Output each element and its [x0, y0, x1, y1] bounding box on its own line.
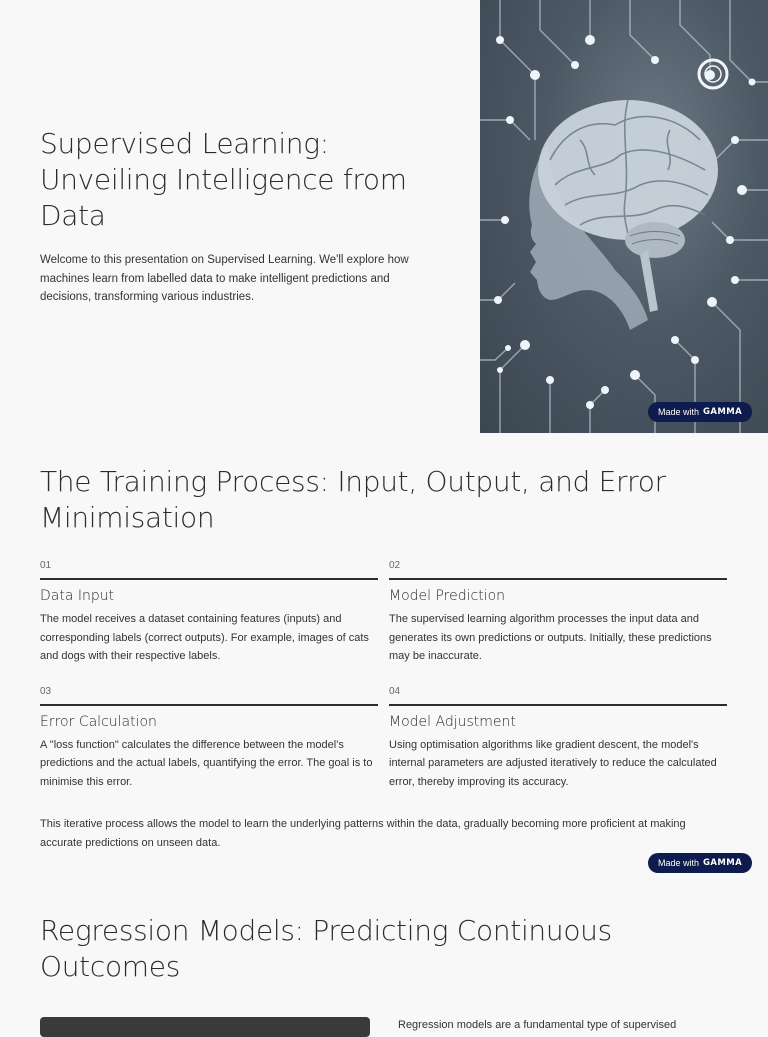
step-item: [389, 686, 727, 792]
slide-intro: [0, 0, 768, 433]
regression-chart-card: [40, 1017, 370, 1037]
step-divider: [40, 704, 378, 706]
step-description: The model receives a dataset containing features (inputs) and corresponding labels (correct outputs). For example, images of cats and dogs with their respective labels.: [40, 613, 369, 662]
gamma-logo: GAMMA: [703, 858, 743, 868]
step-title: Error Calculation: [40, 713, 157, 730]
step-description: A "loss function" calculates the difference between the model's predictions and the actual labels, quantifying the error. The goal is to minimise this error.: [40, 738, 373, 788]
step-item: [40, 686, 378, 792]
slide-intro-text: Welcome to this presentation on Supervised Learning. We'll explore how machines learn from labelled data to make intelligent predictions and decisions, transforming various industries.: [40, 254, 409, 303]
step-divider: [40, 578, 378, 580]
step-number: 04: [389, 685, 401, 697]
slide-title: Regression Models: Predicting Continuous Outcomes: [40, 914, 612, 983]
slide-intro-text: Regression models are a fundamental type of supervised: [398, 1019, 677, 1031]
steps-grid: [40, 560, 727, 791]
step-divider: [389, 704, 727, 706]
slide-training-process: [0, 433, 768, 888]
step-item: [40, 560, 378, 666]
step-title: Data Input: [40, 588, 115, 604]
slide-regression-models: [0, 888, 768, 1031]
made-with-gamma-badge[interactable]: [648, 853, 752, 873]
slide-title: Supervised Learning: Unveiling Intelligence from Data: [40, 127, 407, 232]
badge-prefix: Made with: [658, 858, 700, 868]
step-divider: [389, 578, 727, 580]
gamma-logo: GAMMA: [703, 407, 743, 417]
step-item: [389, 560, 727, 666]
step-description: The supervised learning algorithm processes the input data and generates its own predictions or outputs. Initially, these predictions may be inaccurate.: [389, 613, 712, 662]
step-title: Model Prediction: [389, 588, 506, 604]
step-number: 03: [40, 685, 52, 697]
slide-title: The Training Process: Input, Output, and Error Minimisation: [40, 465, 666, 534]
step-description: Using optimisation algorithms like gradient descent, the model's internal parameters are adjusted iteratively to reduce the calculated error, thereby improving its accuracy.: [389, 738, 717, 788]
step-title: Model Adjustment: [389, 713, 516, 730]
step-number: 02: [389, 560, 401, 571]
slide-summary-text: This iterative process allows the model to learn the underlying patterns within the data, gradually becoming more proficient at making accurate predictions on unseen data.: [40, 818, 686, 849]
made-with-gamma-badge[interactable]: [648, 402, 752, 422]
brain-circuit-image: [480, 0, 768, 433]
badge-prefix: Made with: [658, 407, 700, 417]
step-number: 01: [40, 560, 52, 571]
